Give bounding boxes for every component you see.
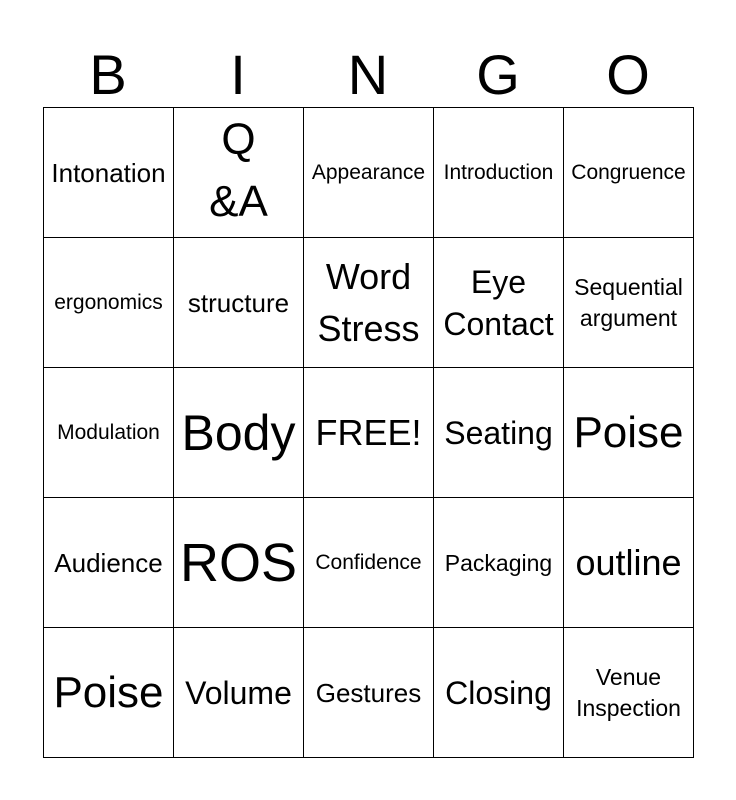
bingo-cell free-space[interactable] — [303, 367, 433, 497]
bingo-cell[interactable] — [303, 627, 433, 757]
bingo-cell[interactable] — [173, 627, 303, 757]
bingo-cell[interactable] — [563, 237, 693, 367]
bingo-cell[interactable] — [303, 497, 433, 627]
bingo-cell[interactable] — [433, 497, 563, 627]
cell-text: Volume — [185, 674, 292, 711]
cell-text: Congruence — [571, 160, 686, 184]
bingo-cell[interactable] — [303, 237, 433, 367]
bingo-cell[interactable] — [43, 497, 173, 627]
bingo-header — [43, 44, 693, 106]
bingo-cell[interactable] — [173, 497, 303, 627]
cell-text: Audience — [54, 547, 163, 578]
bingo-cell[interactable] — [433, 107, 563, 237]
header-letter-g: G — [476, 43, 520, 106]
cell-text: Sequential argument — [574, 273, 683, 331]
bingo-cell[interactable] — [43, 367, 173, 497]
bingo-cell[interactable] — [563, 367, 693, 497]
bingo-cell[interactable] — [43, 237, 173, 367]
header-letter-i: I — [230, 43, 246, 106]
cell-text: Eye Contact — [443, 263, 554, 342]
cell-text: Introduction — [443, 160, 554, 184]
header-letter-n: N — [347, 43, 389, 106]
cell-text: outline — [575, 541, 682, 583]
bingo-cell[interactable] — [563, 627, 693, 757]
bingo-board — [43, 107, 694, 758]
bingo-cell[interactable] — [433, 237, 563, 367]
cell-text: Venue Inspection — [576, 663, 681, 721]
bingo-cell[interactable] — [433, 367, 563, 497]
cell-text: Gestures — [315, 677, 422, 708]
header-letter-o: O — [606, 43, 650, 106]
cell-text: Intonation — [51, 157, 166, 188]
cell-text: Confidence — [315, 550, 422, 574]
cell-text: Word Stress — [317, 255, 420, 349]
cell-text: FREE! — [315, 411, 422, 453]
bingo-cell[interactable] — [563, 107, 693, 237]
cell-text: Body — [181, 404, 296, 461]
bingo-cell[interactable] — [563, 497, 693, 627]
cell-text: Seating — [444, 414, 553, 451]
bingo-cell[interactable] — [173, 367, 303, 497]
cell-text: Poise — [573, 407, 684, 457]
cell-text: Q &A — [209, 114, 268, 226]
bingo-cell[interactable] — [173, 237, 303, 367]
cell-text: Closing — [445, 674, 552, 711]
bingo-cell[interactable] — [43, 627, 173, 757]
cell-text: Modulation — [57, 420, 160, 444]
bingo-cell[interactable] — [43, 107, 173, 237]
cell-text: Poise — [53, 667, 164, 717]
cell-text: ergonomics — [54, 290, 163, 314]
cell-text: structure — [187, 287, 290, 318]
cell-text: Packaging — [444, 549, 553, 576]
cell-text: Appearance — [311, 160, 426, 184]
bingo-cell[interactable] — [173, 107, 303, 237]
header-letter-b: B — [89, 43, 127, 106]
cell-text: ROS — [179, 532, 298, 593]
bingo-cell[interactable] — [303, 107, 433, 237]
bingo-cell[interactable] — [433, 627, 563, 757]
